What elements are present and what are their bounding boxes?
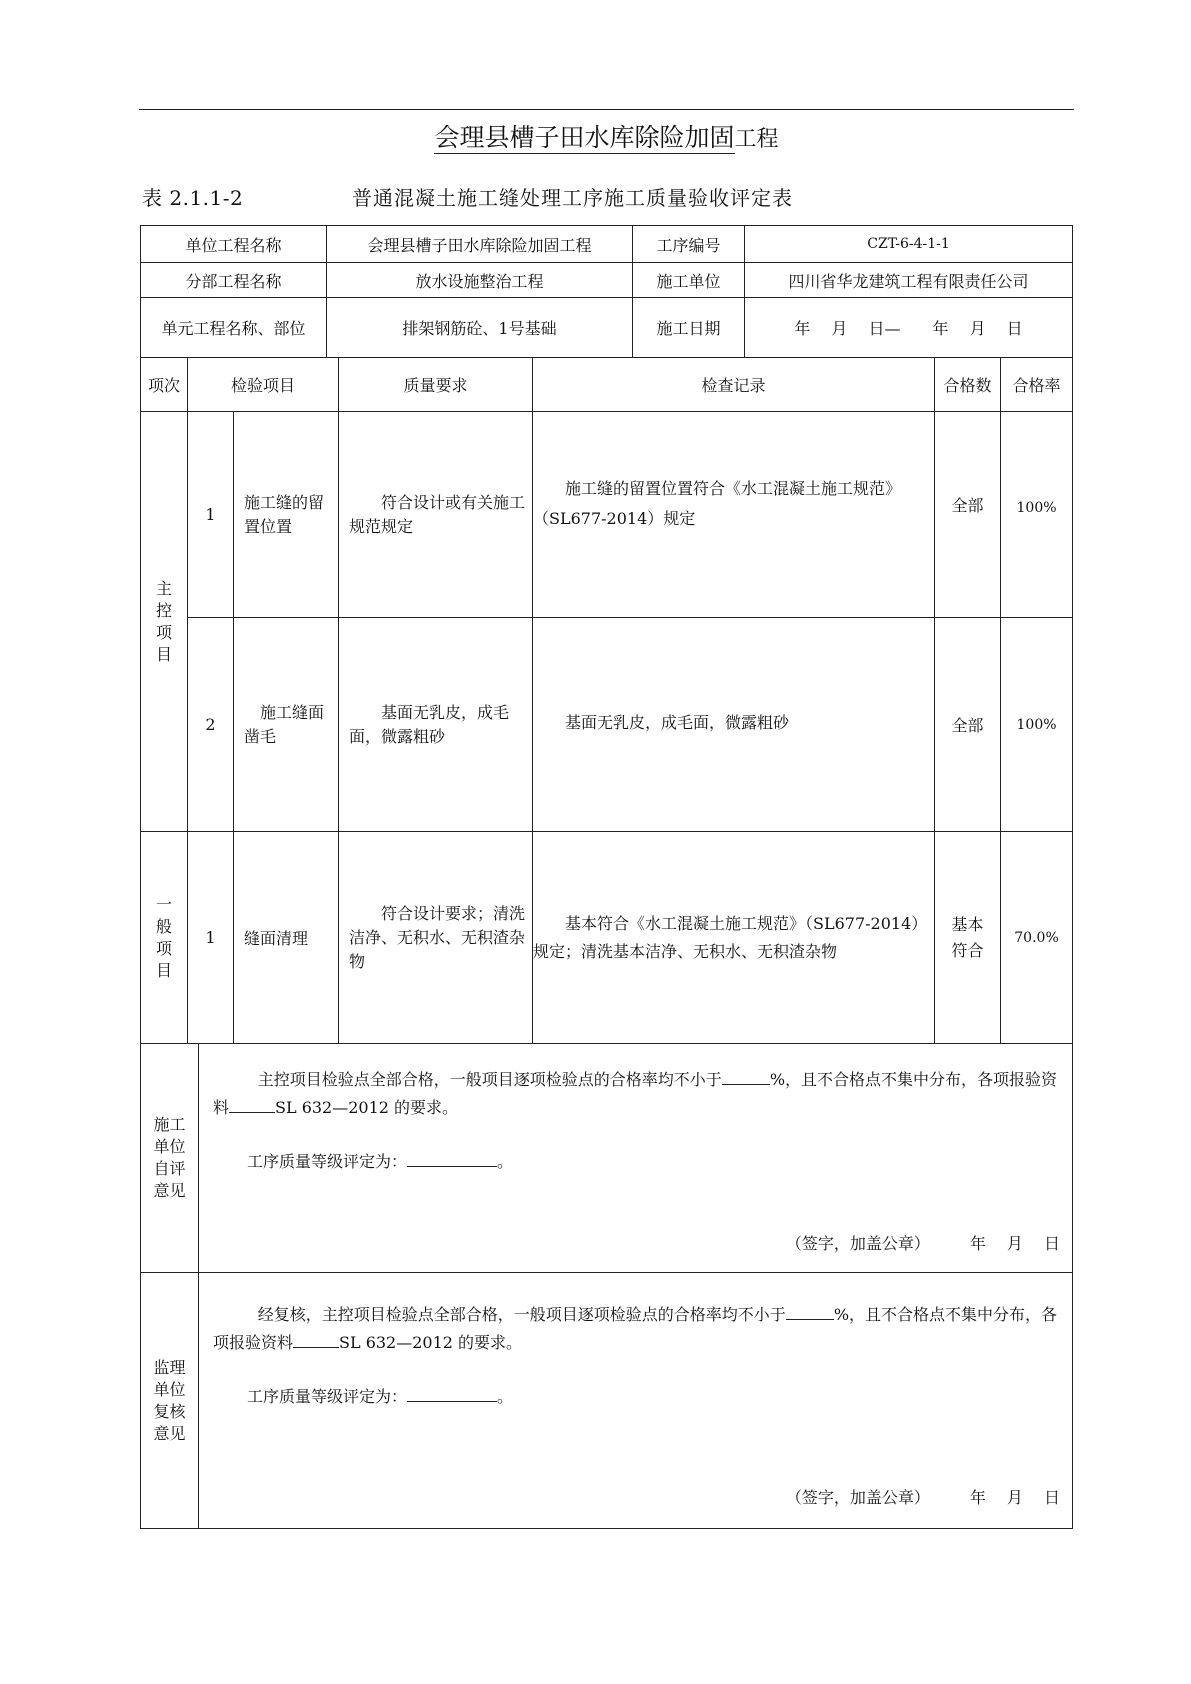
col-check-item: 检验项目 bbox=[188, 358, 339, 412]
date-label: 施工日期 bbox=[633, 298, 745, 358]
row-number: 2 bbox=[188, 618, 234, 832]
row-number: 1 bbox=[188, 832, 234, 1044]
quality-requirement: 符合设计要求；清洗洁净、无积水、无积渣杂物 bbox=[339, 832, 533, 1044]
qualified-count: 全部 bbox=[935, 618, 1001, 832]
info-row-1 bbox=[141, 226, 1073, 263]
check-record: 基本符合《水工混凝土施工规范》（SL677-2014）规定；清洗基本洁净、无积水、无积渣杂物 bbox=[533, 832, 935, 1044]
element-value: 排架钢筋砼、1号基础 bbox=[327, 298, 633, 358]
unit-project-value: 会理县槽子田水库除险加固工程 bbox=[327, 226, 633, 263]
quality-requirement: 基面无乳皮，成毛面，微露粗砂 bbox=[339, 618, 533, 832]
pass-rate: 100% bbox=[1001, 412, 1073, 618]
contractor-opinion-row bbox=[141, 1044, 1073, 1273]
check-record: 施工缝的留置位置符合《水工混凝土施工规范》（SL677-2014）规定 bbox=[533, 412, 935, 618]
items-table bbox=[140, 357, 1073, 1044]
process-no-label: 工序编号 bbox=[633, 226, 745, 263]
supervisor-opinion-text: 经复核，主控项目检验点全部合格，一般项目逐项检验点的合格率均不小于 %，且不合格点不集中分布，各项报验资料 SL 632—2012 的要求。 bbox=[213, 1305, 1058, 1352]
col-check-record: 检查记录 bbox=[533, 358, 935, 412]
check-item: 施工缝的留置位置 bbox=[234, 412, 339, 618]
check-item: 缝面清理 bbox=[234, 832, 339, 1044]
contractor-signature-line: （签字，加盖公章） 年 月 日 bbox=[785, 1234, 1060, 1253]
col-pass-rate: 合格率 bbox=[1001, 358, 1073, 412]
form-title: 普通混凝土施工缝处理工序施工质量验收评定表 bbox=[352, 186, 793, 210]
pass-rate: 100% bbox=[1001, 618, 1073, 832]
qualified-count: 全部 bbox=[935, 412, 1001, 618]
quality-requirement: 符合设计或有关施工规范规定 bbox=[339, 412, 533, 618]
contractor-opinion-body bbox=[199, 1044, 1073, 1273]
docs-blank[interactable] bbox=[293, 1331, 339, 1348]
main-control-row-2 bbox=[141, 618, 1073, 832]
general-group-label: 一 般 项 目 bbox=[141, 832, 188, 1044]
docs-blank[interactable] bbox=[229, 1096, 275, 1113]
main-control-group-label: 主 控 项 目 bbox=[141, 412, 188, 832]
contractor-opinion-text: 主控项目检验点全部合格，一般项目逐项检验点的合格率均不小于 %，且不合格点不集中分布，各项报验资料 SL 632—2012 的要求。 bbox=[213, 1070, 1058, 1117]
grade-blank[interactable] bbox=[407, 1150, 497, 1167]
col-qualified-count: 合格数 bbox=[935, 358, 1001, 412]
supervisor-grade: 工序质量等级评定为： 。 bbox=[247, 1387, 514, 1406]
division-label: 分部工程名称 bbox=[141, 263, 327, 298]
unit-project-label: 单位工程名称 bbox=[141, 226, 327, 263]
supervisor-opinion-row bbox=[141, 1273, 1073, 1529]
supervisor-opinion-body bbox=[199, 1273, 1073, 1529]
general-row-1 bbox=[141, 832, 1073, 1044]
table-number: 表 2.1.1-2 bbox=[142, 186, 244, 210]
pass-rate-blank[interactable] bbox=[722, 1068, 770, 1085]
col-item-order: 项次 bbox=[141, 358, 188, 412]
column-header-row bbox=[141, 358, 1073, 412]
contractor-label: 施工单位 bbox=[633, 263, 745, 298]
check-record: 基面无乳皮，成毛面，微露粗砂 bbox=[533, 618, 935, 832]
process-no-value: CZT-6-4-1-1 bbox=[745, 226, 1073, 263]
opinion-table bbox=[140, 1043, 1073, 1529]
project-title bbox=[139, 118, 1074, 154]
element-label: 单元工程名称、部位 bbox=[141, 298, 327, 358]
top-rule bbox=[139, 109, 1074, 110]
info-table bbox=[140, 225, 1073, 358]
project-suffix: 工程 bbox=[734, 127, 779, 152]
supervisor-opinion-label: 监理 单位 复核 意见 bbox=[141, 1273, 199, 1529]
info-row-2 bbox=[141, 263, 1073, 298]
pass-rate-blank[interactable] bbox=[786, 1303, 834, 1320]
col-quality-req: 质量要求 bbox=[339, 358, 533, 412]
row-number: 1 bbox=[188, 412, 234, 618]
supervisor-signature-line: （签字，加盖公章） 年 月 日 bbox=[785, 1488, 1060, 1507]
contractor-opinion-label: 施工 单位 自评 意见 bbox=[141, 1044, 199, 1273]
pass-rate: 70.0% bbox=[1001, 832, 1073, 1044]
qualified-count: 基本符合 bbox=[935, 832, 1001, 1044]
check-item: 施工缝面凿毛 bbox=[234, 618, 339, 832]
project-name: 会理县槽子田水库除险加固 bbox=[434, 123, 735, 152]
main-control-row-1 bbox=[141, 412, 1073, 618]
contractor-value: 四川省华龙建筑工程有限责任公司 bbox=[745, 263, 1073, 298]
grade-blank[interactable] bbox=[407, 1385, 497, 1402]
contractor-grade: 工序质量等级评定为： 。 bbox=[247, 1152, 514, 1171]
division-value: 放水设施整治工程 bbox=[327, 263, 633, 298]
date-value: 年 月 日— 年 月 日 bbox=[745, 298, 1073, 358]
info-row-3 bbox=[141, 298, 1073, 358]
